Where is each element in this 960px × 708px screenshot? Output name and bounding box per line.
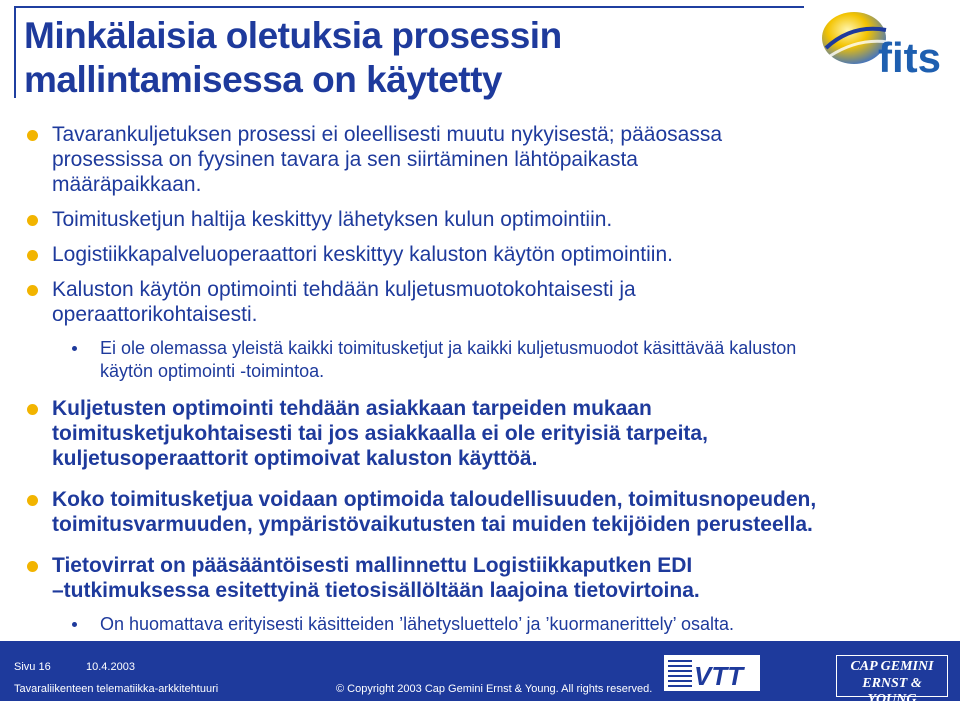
vtt-logo — [664, 655, 760, 691]
bullet-6-line-1: Koko toimitusketjua voidaan optimoida taloudellisuuden, toimitusnopeuden, — [52, 488, 817, 511]
bullet-4-line-1: Kaluston käytön optimointi tehdään kuljetusmuotokohtaisesti ja — [52, 278, 636, 301]
bullet-6 — [24, 487, 944, 537]
bullet-7-line-2: –tutkimuksessa esitettyinä tietosisällöltään laajoina tietovirtoina. — [52, 579, 700, 602]
bullet-5-line-1: Kuljetusten optimointi tehdään asiakkaan tarpeiden mukaan — [52, 397, 652, 420]
bullet-2 — [24, 207, 944, 232]
sub-bullet-1-line-2: käytön optimointi -toimintoa. — [100, 361, 325, 381]
title-rule-vertical — [14, 6, 16, 98]
footer-bar — [0, 641, 960, 707]
svg-text:VTT: VTT — [694, 661, 744, 691]
footer-date: 10.4.2003 — [86, 661, 135, 673]
bullet-3 — [24, 242, 944, 267]
bullet-5-line-3: kuljetusoperaattorit optimoivat kaluston käyttöä. — [52, 447, 538, 470]
sub-bullet-2 — [24, 613, 944, 636]
bullet-1-line-3: määräpaikkaan. — [52, 173, 202, 196]
bullet-6-line-2: toimitusvarmuuden, ympäristövaikutusten tai muiden tekijöiden perusteella. — [52, 513, 813, 536]
title-rule-horizontal — [14, 6, 804, 8]
page-number: Sivu 16 — [14, 661, 51, 673]
footer-project-name: Tavaraliikenteen telematiikka-arkkitehtuuri — [14, 683, 219, 695]
sub-bullet-1-line-1: Ei ole olemassa yleistä kaikki toimitusketjut ja kaikki kuljetusmuodot käsittävää kaluston — [100, 338, 797, 358]
svg-text:fits: fits — [878, 34, 941, 81]
bullet-1-line-2: prosessissa on fyysinen tavara ja sen siirtäminen lähtöpaikasta — [52, 148, 638, 171]
slide-title-line-2: mallintamisessa on käytetty — [24, 59, 502, 100]
sub-bullet-1 — [24, 337, 944, 383]
slide-title-line-1: Minkälaisia oletuksia prosessin — [24, 15, 562, 56]
fits-logo — [812, 4, 952, 90]
capgemini-logo-line-2: ERNST & YOUNG — [862, 676, 922, 707]
bullet-2-line-1: Toimitusketjun haltija keskittyy lähetyksen kulun optimointiin. — [52, 208, 613, 231]
bullet-1-line-1: Tavarankuljetuksen prosessi ei oleellisesti muutu nykyisestä; pääosassa — [52, 123, 723, 146]
bullet-4 — [24, 277, 944, 327]
slide-content — [24, 122, 944, 636]
bullet-7-line-1: Tietovirrat on pääsääntöisesti mallinnettu Logistiikkaputken EDI — [52, 554, 693, 577]
bullet-5-line-2: toimitusketjukohtaisesti tai jos asiakkaalla ei ole erityisiä tarpeita, — [52, 422, 708, 445]
bullet-4-line-2: operaattorikohtaisesti. — [52, 303, 258, 326]
capgemini-logo — [836, 655, 948, 707]
title-block — [14, 6, 794, 98]
bullet-5 — [24, 396, 944, 471]
sub-bullet-2-line-1: On huomattava erityisesti käsitteiden ’lähetysluettelo’ ja ’kuormanerittely’ osalta. — [100, 614, 734, 634]
capgemini-logo-line-1: CAP GEMINI — [850, 659, 934, 674]
footer-copyright: © Copyright 2003 Cap Gemini Ernst & Young. All rights reserved. — [336, 683, 653, 695]
bullet-1 — [24, 122, 944, 197]
slide-title — [24, 14, 562, 102]
bullet-3-line-1: Logistiikkapalveluoperaattori keskittyy kaluston käytön optimointiin. — [52, 243, 673, 266]
bullet-7 — [24, 553, 944, 603]
